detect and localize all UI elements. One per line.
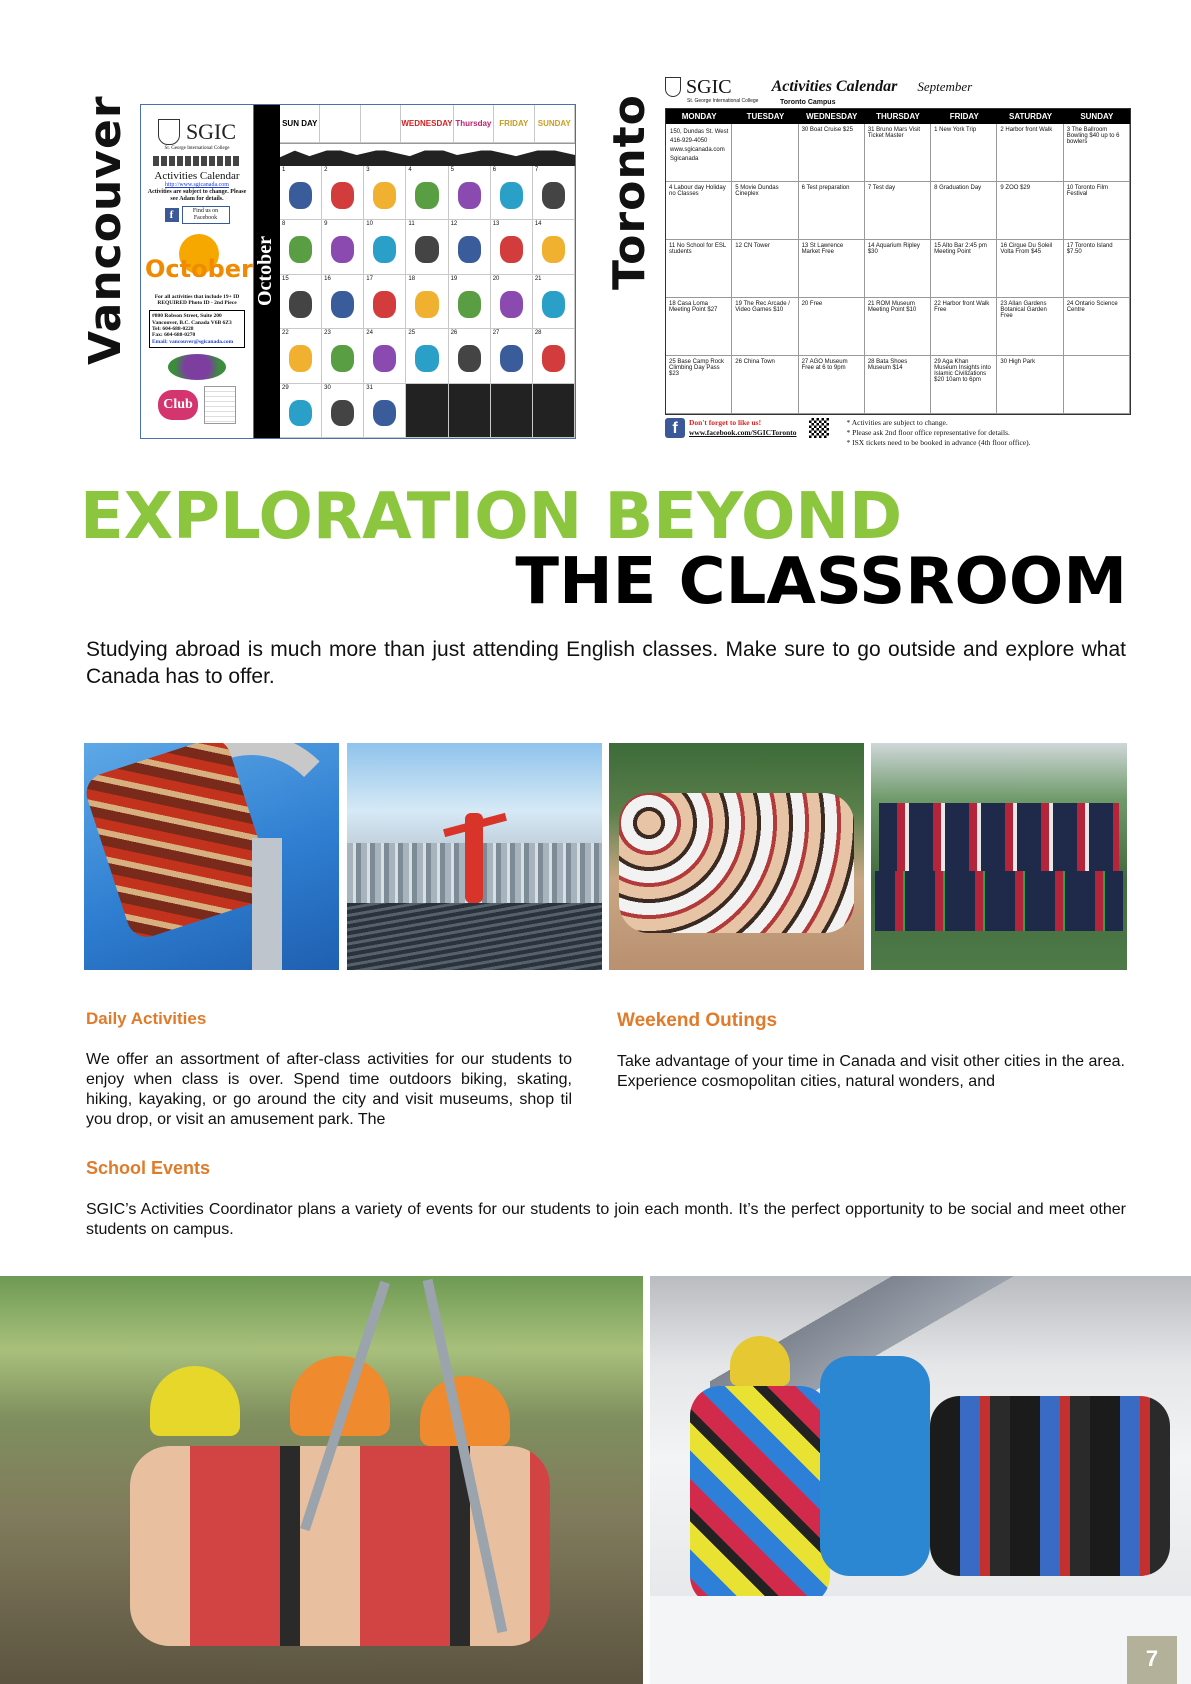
day-number: 23 [324, 330, 331, 337]
toronto-cell-text: 23 Allan Gardens Botanical Garden Free [1000, 301, 1047, 319]
activity-image [331, 345, 354, 372]
day-number: 2 [324, 167, 328, 173]
vancouver-fax: Fax: 604-688-0270 [152, 332, 196, 339]
activity-image [415, 236, 438, 263]
day-number: 12 [450, 221, 458, 228]
day-number: 27 [492, 330, 500, 337]
vancouver-day-cell [322, 275, 364, 329]
daily-activities-body: We offer an assortment of after-class activities for our students to enjoy when class is over. Spend time outdoors biking, skating, hiking, kayaking, or go around the city and visit museums, shop til you drop, or visit an amusement park. The [86, 1051, 572, 1128]
vancouver-day-cell [533, 329, 575, 383]
toronto-cell-text: 28 Bata Shoes Museum $14 [867, 359, 908, 371]
toronto-cell-text: 8 Graduation Day [934, 185, 982, 191]
vancouver-day-header [320, 105, 360, 143]
day-number: 25 [408, 330, 416, 337]
day-number: 28 [534, 330, 542, 337]
toronto-day-header: SATURDAY [997, 109, 1063, 124]
club-logo: Club [158, 390, 198, 420]
vancouver-day-cell [533, 166, 575, 220]
toronto-cell-text: 2 Harbor front Walk [1000, 127, 1053, 133]
activity-image [289, 345, 312, 372]
day-number: 11 [408, 221, 415, 228]
photo-rollercoaster [84, 743, 339, 970]
vancouver-note: Activities are subject to change. Please see Adam for details. [147, 189, 247, 203]
toronto-cell-text: 11 No School for ESL students [669, 243, 727, 255]
activity-image [500, 291, 523, 318]
toronto-day-cell [931, 240, 997, 298]
facebook-icon: f [165, 208, 179, 222]
day-number: 22 [282, 330, 289, 337]
photo-soccer-team [871, 743, 1127, 970]
vancouver-day-cell [280, 329, 322, 383]
team-jerseys-back-row [879, 803, 1119, 873]
october-art [141, 228, 253, 294]
activity-image [500, 236, 523, 263]
toronto-day-header: MONDAY [666, 109, 732, 124]
toronto-day-cell [732, 182, 798, 240]
toronto-cell-text: 18 Casa Loma Meeting Point $27 [669, 301, 718, 313]
vancouver-tel: Tel: 604-688-0228 [152, 326, 194, 333]
vancouver-day-header: SUNDAY [535, 105, 575, 143]
toronto-cell-text: 31 Bruno Mars Visit Ticket Master [867, 127, 921, 139]
vancouver-email: Email: vancouver@sgicanada.com [152, 338, 234, 345]
activity-image [415, 345, 438, 372]
toronto-cell-text: 16 Cirque Du Soleil Volta From $45 [1000, 243, 1053, 255]
toronto-day-cell [799, 240, 865, 298]
day-number: 21 [534, 275, 542, 282]
toronto-cell-text: 22 Harbor front Walk Free [934, 301, 990, 313]
activity-image [373, 400, 396, 427]
toronto-notes [847, 418, 1031, 447]
toronto-cell-text: 30 Boat Cruise $25 [801, 127, 853, 133]
toronto-day-cell [865, 356, 931, 414]
toronto-cell-text: 6 Test preparation [801, 185, 850, 191]
toronto-day-cell [997, 356, 1063, 414]
toronto-day-cell [1064, 298, 1130, 356]
toronto-day-cell [1064, 356, 1130, 414]
vancouver-day-cell [322, 220, 364, 274]
vancouver-day-cell [491, 329, 533, 383]
toronto-day-cell [799, 298, 865, 356]
toronto-cell-text: 12 CN Tower [735, 243, 770, 249]
vancouver-label: Vancouver [80, 95, 131, 365]
shield-icon [158, 119, 180, 145]
helmet-yellow [150, 1366, 240, 1436]
toronto-cell-text: 10 Toronto Film Festival [1066, 185, 1108, 197]
day-number: 17 [366, 275, 373, 282]
activity-image [289, 236, 312, 263]
activity-image [458, 345, 481, 372]
vancouver-day-cell [533, 384, 575, 438]
day-number: 20 [492, 275, 500, 282]
toronto-cell-text: 29 Aga Khan Museum Insights into Islamic Civilizations $20 10am to 6pm [934, 359, 991, 383]
toronto-label: Toronto [604, 94, 655, 290]
toronto-day-cell [997, 124, 1063, 182]
day-number: 24 [366, 330, 373, 337]
toronto-address-line: 150, Dundas St. West [670, 129, 729, 135]
toronto-day-cell [931, 124, 997, 182]
day-number: 4 [408, 167, 412, 173]
club-row [141, 386, 253, 424]
toronto-address-line: www.sgicanada.com [670, 147, 725, 153]
toronto-day-cell [1064, 182, 1130, 240]
activity-image [415, 182, 438, 209]
vancouver-calendar-title: Activities Calendar [154, 169, 240, 182]
day-number: 29 [282, 384, 289, 391]
toronto-fb-block [689, 418, 797, 447]
toronto-cell-text: 15 Alto Bar 2:45 pm Meeting Point [934, 243, 987, 255]
vancouver-day-header: WEDNESDAY [401, 105, 453, 143]
toronto-cell-text: 9 ZOO $29 [1000, 185, 1031, 191]
weekend-outings-heading: Weekend Outings [617, 1010, 778, 1031]
vancouver-day-cell [449, 384, 491, 438]
vancouver-day-header: FRIDAY [494, 105, 534, 143]
activity-image [373, 345, 396, 372]
vancouver-month-bar: October [254, 105, 280, 438]
toronto-day-cell [732, 356, 798, 414]
toronto-day-cell [799, 182, 865, 240]
toronto-cell-text: 7 Test day [867, 185, 896, 191]
facebook-icon[interactable]: f [665, 418, 685, 438]
vancouver-day-cell [491, 220, 533, 274]
activity-image [542, 182, 565, 209]
toronto-cell-text: 20 Free [801, 301, 823, 307]
toronto-day-header: TUESDAY [732, 109, 798, 124]
toronto-note-1: * Activities are subject to change. [846, 418, 948, 427]
toronto-day-cell [1064, 240, 1130, 298]
activity-image [373, 182, 396, 209]
day-number: 7 [534, 167, 539, 173]
toronto-calendar [665, 75, 1131, 447]
day-number: 18 [408, 275, 416, 282]
day-number: 6 [492, 167, 497, 173]
toronto-fb-line1: Don't forget to like us! [689, 418, 762, 427]
toronto-cell-text: 14 Aquarium Ripley $30 [867, 243, 920, 255]
find-us-facebook: Find us on Facebook [182, 206, 230, 224]
activity-image [331, 236, 354, 263]
activity-image [373, 291, 396, 318]
toronto-day-cell [732, 240, 798, 298]
vancouver-website-link[interactable]: http://www.sgicanada.com [165, 182, 229, 189]
vancouver-day-cell [322, 384, 364, 438]
day-number: 30 [324, 384, 331, 391]
vancouver-day-cell [364, 220, 406, 274]
vancouver-day-cell [491, 166, 533, 220]
toronto-day-header: SUNDAY [1064, 109, 1130, 124]
toronto-fb-link[interactable]: www.facebook.com/SGICToronto [689, 427, 797, 437]
toronto-cell-text: 19 The Rec Arcade / Video Games $10 [735, 301, 790, 313]
vancouver-sgic-logo [141, 119, 253, 145]
activity-image [500, 345, 523, 372]
vancouver-day-cell [533, 220, 575, 274]
activity-image [458, 236, 481, 263]
vancouver-day-cell [449, 329, 491, 383]
day-number: 15 [282, 275, 289, 282]
vancouver-day-cell [406, 384, 448, 438]
toronto-cell-text: 26 China Town [735, 359, 775, 365]
checklist-icon [204, 386, 236, 424]
day-number: 31 [366, 384, 373, 391]
toronto-month: September [917, 79, 973, 94]
vancouver-brand: SGIC [185, 119, 237, 145]
toronto-day-cell [997, 182, 1063, 240]
toronto-cell-text: 30 High Park [1000, 359, 1036, 365]
vancouver-day-cell [449, 220, 491, 274]
toronto-day-cell [799, 124, 865, 182]
vancouver-day-cell [406, 220, 448, 274]
intro-paragraph: Studying abroad is much more than just attending English classes. Make sure to go outside and explore what Canada has to offer. [86, 638, 1126, 688]
day-number: 26 [450, 330, 458, 337]
toronto-day-cell [1064, 124, 1130, 182]
activity-image [458, 291, 481, 318]
skier-blue-jacket [820, 1356, 930, 1576]
vancouver-contact-box [149, 310, 245, 348]
toronto-day-cell [799, 356, 865, 414]
toronto-brand: SGIC [686, 75, 732, 98]
vancouver-requirement: For all activities that include 19+ ID REQUIRED Photo ID - 2nd Piece [154, 293, 240, 307]
activity-image [331, 400, 354, 427]
activity-image [500, 182, 523, 209]
toronto-grid [665, 108, 1131, 415]
activity-image [542, 345, 565, 372]
toronto-day-cell [666, 356, 732, 414]
activity-image [542, 236, 565, 263]
vancouver-day-cell [449, 275, 491, 329]
toronto-cell-text: 4 Labour day Holiday no Classes [669, 185, 726, 197]
toronto-address-line: 416-929-4050 [670, 138, 708, 144]
vancouver-day-cell [449, 166, 491, 220]
daily-activities-heading: Daily Activities [86, 1009, 207, 1028]
vancouver-day-cell [280, 220, 322, 274]
toronto-day-cell [865, 182, 931, 240]
vancouver-info-column [141, 105, 254, 438]
toronto-day-cell [666, 124, 732, 182]
vancouver-day-header: Thursday [454, 105, 494, 143]
toronto-cell-text: 13 St Lawrence Market Free [801, 243, 844, 255]
toronto-day-cell [997, 298, 1063, 356]
day-number: 13 [492, 221, 500, 228]
vancouver-day-cell [364, 166, 406, 220]
school-events-body: SGIC’s Activities Coordinator plans a variety of events for our students to join each month. It’s the perfect opportunity to be social and meet other students on campus. [86, 1201, 1126, 1238]
toronto-address-line: Sgicanada [670, 156, 699, 162]
toronto-footer [665, 418, 1131, 447]
toronto-day-cell [865, 240, 931, 298]
toronto-day-cell [997, 240, 1063, 298]
toronto-header [665, 76, 1131, 98]
school-events-heading: School Events [86, 1158, 211, 1178]
toronto-campus: Toronto Campus [780, 99, 836, 106]
october-badge-icon [168, 354, 226, 380]
toronto-calendar-title: Activities Calendar [771, 78, 898, 95]
activity-image [331, 182, 354, 209]
day-number: 5 [450, 167, 454, 173]
support-pillar [252, 838, 282, 970]
photo-rafting-girls [0, 1276, 643, 1684]
vancouver-day-cell [322, 329, 364, 383]
halloween-silhouette [280, 144, 575, 166]
activity-image [458, 182, 481, 209]
vancouver-day-cell [491, 275, 533, 329]
toronto-cell-text: 5 Movie Dundas Cineplex [735, 185, 779, 197]
october-art-text: October [145, 254, 253, 283]
day-number: 14 [534, 221, 542, 228]
toronto-cell-text: 17 Toronto Island $7.50 [1066, 243, 1113, 255]
toronto-note-3: * ISX tickets need to be booked in advance (4th floor office). [846, 437, 1031, 447]
vancouver-brand-sub: St. George International College [164, 146, 230, 151]
toronto-day-header: THURSDAY [865, 109, 931, 124]
toronto-address-block [670, 128, 790, 164]
skier-colorful-jacket [690, 1386, 830, 1606]
toronto-day-cell [732, 298, 798, 356]
toronto-day-cell [931, 298, 997, 356]
toronto-cell-text: 27 AGO Museum Free at 6 to 9pm [801, 359, 848, 371]
toronto-day-cell [931, 182, 997, 240]
toronto-day-header: WEDNESDAY [799, 109, 865, 124]
vancouver-day-cell [322, 166, 364, 220]
vancouver-day-cell [364, 275, 406, 329]
activity-image [331, 291, 354, 318]
team-jerseys-front-row [875, 871, 1123, 931]
vancouver-day-grid [280, 166, 575, 438]
toronto-day-cell [666, 298, 732, 356]
day-number: 1 [282, 167, 286, 173]
day-number: 9 [324, 221, 328, 228]
photo-students-beach [609, 743, 864, 970]
day-number: 3 [366, 167, 370, 173]
vancouver-day-header [361, 105, 401, 143]
shield-icon [665, 77, 681, 97]
day-number: 19 [450, 275, 458, 282]
toronto-day-header: FRIDAY [931, 109, 997, 124]
toronto-day-cell [666, 240, 732, 298]
toronto-cell-text: 21 ROM Museum Meeting Point $10 [867, 301, 917, 313]
day-number: 10 [366, 221, 373, 228]
toronto-cell-text: 1 New York Trip [934, 127, 977, 133]
activity-image [415, 291, 438, 318]
vancouver-day-cell [280, 166, 322, 220]
weekend-outings-body: Take advantage of your time in Canada and visit other cities in the area. Experience cosmopolitan cities, natural wonders, and [617, 1053, 1125, 1090]
tower-edge [347, 903, 602, 970]
page-number: 7 [1127, 1636, 1177, 1684]
vancouver-day-cell [533, 275, 575, 329]
vancouver-day-headers [280, 105, 575, 144]
vancouver-address: #800 Robson Street, Suite 200 Vancouver, B.C. Canada V6B 6Z3 [152, 313, 232, 326]
vancouver-day-cell [364, 384, 406, 438]
decorative-stripes [153, 156, 241, 166]
toronto-cell-text: 24 Ontario Science Centre [1066, 301, 1118, 313]
activity-image [373, 236, 396, 263]
toronto-cell-text: 25 Base Camp Rock Climbing Day Pass $23 [669, 359, 725, 377]
activity-image [289, 182, 312, 209]
activity-image [289, 400, 312, 427]
toronto-day-cell [865, 298, 931, 356]
vancouver-day-cell [280, 384, 322, 438]
toronto-day-cell [865, 124, 931, 182]
vancouver-day-cell [364, 329, 406, 383]
activity-image [289, 291, 312, 318]
toronto-note-2: * Please ask 2nd floor office representative for details. [846, 427, 1010, 437]
toronto-day-cell [931, 356, 997, 414]
headline-line2: THE CLASSROOM [515, 545, 1127, 619]
qr-code-icon [809, 418, 829, 438]
vancouver-day-header: SUN DAY [280, 105, 320, 143]
vancouver-day-cell [406, 329, 448, 383]
vancouver-day-cell [406, 275, 448, 329]
vancouver-day-cell [406, 166, 448, 220]
vancouver-facebook[interactable] [141, 206, 253, 224]
toronto-day-cell [666, 182, 732, 240]
toronto-brand-sub: St. George International College [687, 98, 759, 104]
vancouver-grid-area [280, 105, 575, 438]
toronto-cell-text: 3 The Ballroom Bowling $40 up to 6 bowlers [1066, 127, 1120, 145]
day-number: 16 [324, 275, 331, 282]
vancouver-day-cell [491, 384, 533, 438]
vancouver-calendar [140, 104, 576, 439]
photo-skiing-group [650, 1276, 1191, 1684]
group-of-students [619, 793, 854, 933]
photo-cn-tower-edgewalk [347, 743, 602, 970]
headline-line1: EXPLORATION BEYOND [80, 480, 903, 554]
snow [650, 1596, 1191, 1684]
day-number: 8 [282, 221, 286, 228]
activity-image [542, 291, 565, 318]
vancouver-day-cell [280, 275, 322, 329]
group-of-skiers [930, 1396, 1170, 1576]
